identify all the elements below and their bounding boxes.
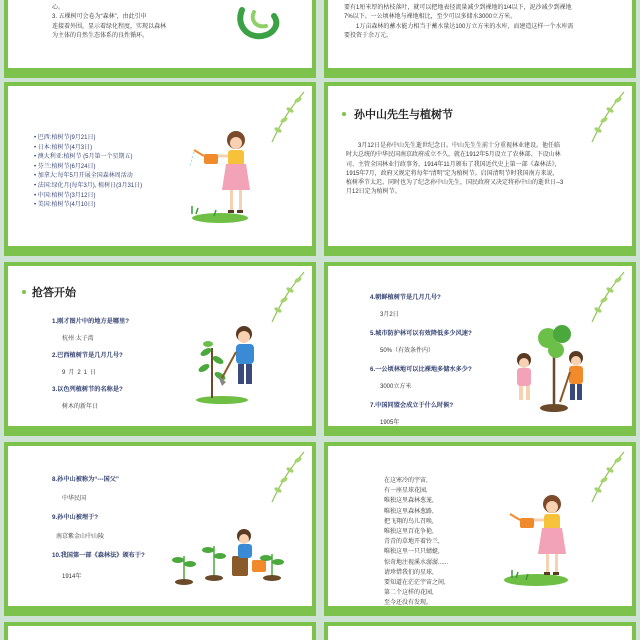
answer-2: 9月21日 [62,370,100,376]
question-6: 6.一公顷林地可以比裸地多储水多少? [370,366,472,373]
answer-6: 3000立方米 [380,384,412,390]
slide-8[interactable] [324,442,636,616]
slide4-title: 孙中山先生与植树节 [354,109,453,121]
girl-watering-illustration [184,126,274,226]
green-swirl-icon [234,4,284,44]
question-10: 10.我国第一部《森林法》颁布于? [52,552,145,559]
vine-decoration-icon [264,450,308,506]
poem-line: 请珍惜我们的星球, [384,569,434,576]
answer-3: 树木的新年日 [62,404,99,410]
slide5-bottom-bar [8,426,312,432]
vine-decoration-icon [584,450,628,506]
slide2-line-3: 1万亩森林的蓄水能力相当于蓄水量达100万立方米的水库，而建造这样一个水库需 [356,23,574,30]
title-dot [22,290,26,294]
question-7: 7.中国同盟会成立于什么时候? [370,402,454,409]
question-9: 9.孙中山被埋于? [52,514,99,521]
tree-day-item: • 中国:植树节(3月12日) [34,192,142,202]
answer-1: 杭州 太子湾 [62,336,94,342]
question-5: 5.城市防护林可以有效降低多少风速? [370,330,472,337]
answer-4: 3月2日 [380,312,399,318]
slide2-line-4: 要投资于余万元。 [344,32,393,39]
slide1-line-3: 连接着外围，显示着绿化程度，实现以森林 [52,23,167,30]
girl-watering-illustration [496,490,586,590]
slide7-bottom-bar [8,606,312,612]
boy-planting-illustration [192,318,278,408]
slide2-line-2: 7%以下。一公顷林地与裸地相比，至少可以多储水3000立方米。 [344,14,517,21]
title-dot [342,112,346,116]
slide2-line-1: 要有1厘米厚的枯枝落叶，就可以把地表径流量减少到裸地的1/4以下，泥沙减少到裸地 [344,5,572,11]
slide1-line-1: 心。 [52,5,65,11]
slide4-body-line: 月12日定为植树节。 [346,189,401,196]
answer-10: 1914年 [62,574,82,580]
poem-line: 唯独这里森林葱茏, [384,498,434,505]
question-8: 8.孙中山被称为“---国父” [52,476,120,483]
slide2-bottom-bar [328,68,632,74]
poem-line: 青青的草地开着铃兰, [384,539,440,546]
question-1: 1.刚才图片中的地方是哪里? [52,318,130,325]
slide1-bottom-bar [8,68,312,74]
tree-day-item: • 日本:植树节(4月3日) [34,144,142,154]
kids-planting-tree-illustration [508,316,598,416]
answer-7: 1905年 [380,420,400,426]
slide-6[interactable] [324,262,636,436]
slide-1[interactable] [4,0,316,78]
slide6-bottom-bar [328,426,632,432]
tree-day-item: • 美国:植树节(4月10日) [34,201,142,211]
poem-line: 至今还没有发现。 [384,600,433,607]
poem-line: 惊奇地注视溪水潺潺...... [384,559,449,566]
slide4-body-line: 3月12日是孙中山先生逝世纪念日。中山先生生前十分重视林业建设。他任临 [358,143,561,149]
poem-line: 唯独这里森林葱路, [384,508,434,515]
poem-line: 要知道在茫茫宇宙之间, [384,579,446,586]
question-3: 3.以色列植树节的名称是? [52,386,123,393]
tree-day-item: • 芬兰:植树节(6月24日) [34,163,142,173]
slide-10[interactable] [324,622,636,640]
tree-day-item: • 法国:绿化月(每年3月), 植树日(3月31日) [34,182,142,192]
slide-9[interactable] [4,622,316,640]
slide-7[interactable] [4,442,316,616]
kid-gardening-illustration [168,516,288,586]
slide5-title: 抢答开始 [32,287,76,299]
slide4-body-line: 1915年7月，政府又规定将每年“清明”定为植树节。启国清明节时我国南方来说, [346,170,555,177]
slide4-body-line: 时大总统的中华民国南京政府成立不久，就在1912年5月设立了农林部、下设山林 [346,152,561,159]
slide8-bottom-bar [328,606,632,612]
slide-2[interactable] [324,0,636,78]
tree-day-item: • 澳大利亚:植树节 (5月第一个星期五) [34,153,142,163]
poem-line: 在这寒冷的宇宙, [384,478,428,484]
answer-9: 南京紫金山中山陵 [56,534,105,540]
tree-day-item: • 加拿大:每年5月开展全国森林周活动 [34,172,142,182]
slide-3[interactable] [4,82,316,256]
answer-5: 50%（有效条件内） [380,348,435,354]
poem-line: 有一座星球花园, [384,488,428,495]
question-4: 4.朝鲜植树节是几月几号? [370,294,441,301]
vine-decoration-icon [584,90,628,146]
slide-4[interactable] [324,82,636,256]
answer-8: 中华民国 [62,496,87,502]
slide-5[interactable] [4,262,316,436]
poem-line: 第二个这样的花园, [384,590,434,597]
slide4-body-line: 司、主管全国林业行政事务。1914年11月颁布了我国近代史上第一部《森林法》， [346,161,561,168]
slide1-line-4: 为主体的自然生态体系的良性循环。 [52,32,149,39]
poem-line: 唯独这里一只只蜻蜓, [384,549,440,556]
question-2: 2.巴西植树节是几月几号? [52,352,123,359]
slide4-body-line: 植树季节太迟。同时也为了纪念孙中山先生，国民政府又决定将孙中山的逝世日--3 [346,180,564,187]
slide4-bottom-bar [328,246,632,252]
poem-line: 把飞翔的鸟儿召唤, [384,518,434,525]
tree-day-item: • 巴西:植树节(9月21日) [34,134,142,144]
slide3-bottom-bar [8,246,312,252]
slide1-line-2: 3. 五棵树可会卷为“森林”，由此引申 [52,14,147,21]
poem-line: 唯独这里百花争艳, [384,528,434,535]
